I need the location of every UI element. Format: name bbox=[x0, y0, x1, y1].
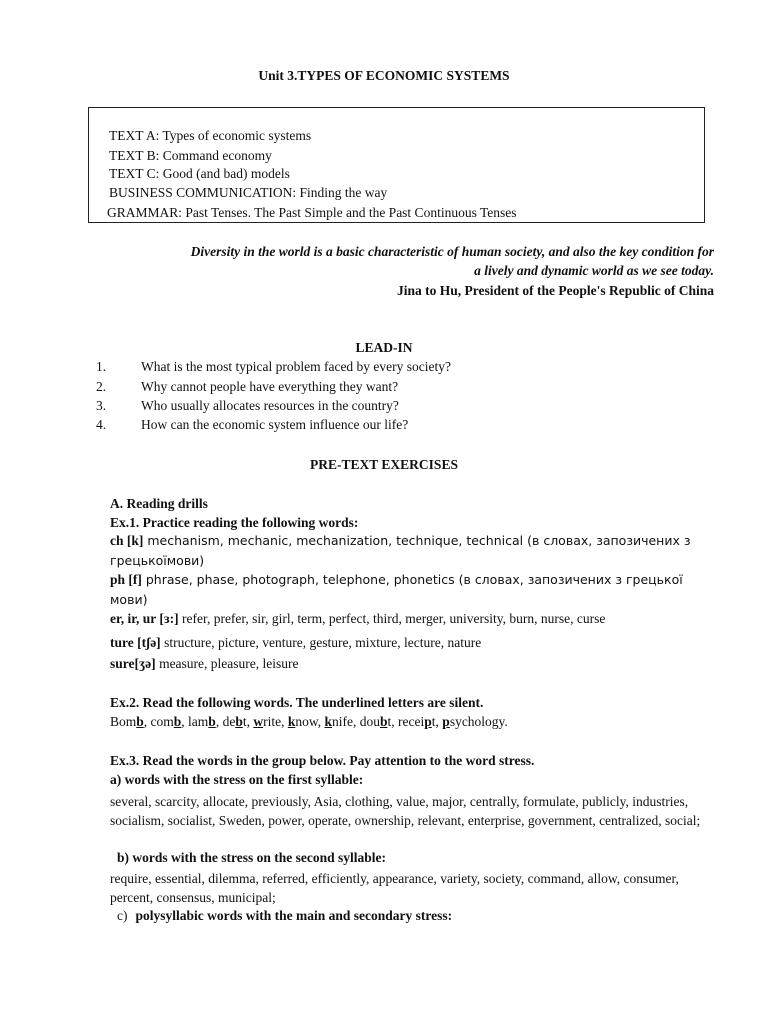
question-text: Why cannot people have everything they want? bbox=[141, 379, 399, 394]
unit-title: Unit 3.TYPES OF ECONOMIC SYSTEMS bbox=[258, 68, 510, 83]
ex2-word-pre: Bom bbox=[110, 714, 137, 729]
ex2-word bbox=[442, 714, 508, 729]
ex1-ph-line bbox=[110, 572, 683, 588]
ex2-word-pre: dou bbox=[359, 714, 380, 729]
quote-line-1: Diversity in the world is a basic characteristic of human society, and also the key condition for bbox=[190, 244, 714, 259]
contents-text-b: TEXT B: Command economy bbox=[109, 147, 272, 163]
ex3-a-label: a) words with the stress on the first syllable: bbox=[110, 772, 364, 787]
ex2-word bbox=[188, 714, 223, 729]
ex2-word-pre: lam bbox=[188, 714, 209, 729]
ex2-word bbox=[253, 714, 288, 729]
ex3-a-words: several, scarcity, allocate, previously, Asia, clothing, value, major, centrally, formulate, publicly, industries, socialism, socialist, Sweden, power, operate, ownership, relevant, enterprise, government, centralized, social; bbox=[110, 794, 701, 829]
lead-in-heading: LEAD-IN bbox=[355, 340, 413, 355]
ex2-word-post: sychology. bbox=[449, 714, 508, 729]
ex2-word-pre: com bbox=[150, 714, 174, 729]
ex2-word bbox=[151, 714, 189, 729]
ex2-silent-letter: k bbox=[287, 714, 296, 729]
question-number: 3. bbox=[96, 398, 107, 413]
ex2-word bbox=[110, 714, 151, 729]
ex2-word-post: nife, bbox=[332, 714, 360, 729]
ex1-title: Ex.1. Practice reading the following words: bbox=[110, 515, 359, 530]
ex2-silent-letter: b bbox=[208, 714, 216, 729]
ex2-title: Ex.2. Read the following words. The underlined letters are silent. bbox=[110, 695, 484, 710]
ex2-silent-letter: b bbox=[235, 714, 243, 729]
ex2-word-post: now, bbox=[295, 714, 325, 729]
ex3-c-line bbox=[117, 908, 452, 924]
ph-key: ph [f] bbox=[110, 572, 142, 587]
ex2-words bbox=[110, 714, 508, 730]
ex3-c-number: c) bbox=[117, 908, 128, 923]
ex3-b-words: require, essential, dilemma, referred, efficiently, appearance, variety, society, command, allow, consumer, percent, consensus, municipal; bbox=[110, 871, 679, 906]
ex1-ture-line bbox=[110, 635, 481, 651]
er-words: refer, prefer, sir, girl, term, perfect, third, merger, university, burn, nurse, curse bbox=[178, 611, 606, 626]
ex1-er-line bbox=[110, 611, 605, 627]
question-number: 4. bbox=[96, 417, 107, 432]
contents-box bbox=[88, 107, 705, 223]
question-number: 1. bbox=[96, 359, 107, 374]
ex2-word-post: t, bbox=[242, 714, 254, 729]
ture-key: ture [tʃə] bbox=[110, 635, 161, 650]
ex2-word-post: , bbox=[181, 714, 189, 729]
ph-words: phrase, phase, photograph, telephone, phonetics (в словах, запозичених з грецької bbox=[141, 572, 683, 587]
ex3-title: Ex.3. Read the words in the group below. Pay attention to the word stress. bbox=[110, 753, 535, 768]
pretext-heading: PRE-TEXT EXERCISES bbox=[310, 457, 458, 472]
ex3-c-label: polysyllabic words with the main and secondary stress: bbox=[135, 908, 453, 923]
question-number: 2. bbox=[96, 379, 107, 394]
ex1-ch-line bbox=[110, 533, 691, 549]
ex2-word-post: t, bbox=[431, 714, 443, 729]
ex2-silent-letter: b bbox=[136, 714, 144, 729]
ch-words: mechanism, mechanic, mechanization, technique, technical (в словах, запозичених з bbox=[143, 533, 691, 548]
question-text: Who usually allocates resources in the country? bbox=[141, 398, 399, 413]
ph-words-cont: мови) bbox=[110, 592, 148, 607]
quote-line-2: a lively and dynamic world as we see today. bbox=[474, 263, 714, 278]
ture-words: structure, picture, venture, gesture, mixture, lecture, nature bbox=[160, 635, 482, 650]
quote-author: Jina to Hu, President of the People's Republic of China bbox=[396, 283, 714, 298]
ex3-b-label: b) words with the stress on the second syllable: bbox=[117, 850, 387, 865]
question-text: How can the economic system influence our life? bbox=[141, 417, 409, 432]
ex2-word-pre: recei bbox=[398, 714, 425, 729]
ex2-word bbox=[324, 714, 359, 729]
ex2-silent-letter: w bbox=[253, 714, 264, 729]
ex2-word bbox=[223, 714, 254, 729]
ex2-silent-letter: p bbox=[424, 714, 432, 729]
ex2-word bbox=[398, 714, 442, 729]
ex2-silent-letter: k bbox=[324, 714, 332, 729]
contents-text-a: TEXT A: Types of economic systems bbox=[109, 128, 312, 143]
ex2-word-pre: de bbox=[222, 714, 236, 729]
ch-words-cont: грецькоїмови) bbox=[110, 553, 205, 568]
ex2-word-post: rite, bbox=[263, 714, 288, 729]
ex1-sure-line bbox=[110, 656, 299, 672]
section-a-heading: A. Reading drills bbox=[110, 496, 208, 511]
ch-key: ch [k] bbox=[110, 533, 144, 548]
question-text: What is the most typical problem faced by every society? bbox=[141, 359, 452, 374]
ex2-word-post: , bbox=[143, 714, 151, 729]
ex2-silent-letter: b bbox=[380, 714, 388, 729]
ex2-silent-letter: p bbox=[442, 714, 450, 729]
contents-grammar: GRAMMAR: Past Tenses. The Past Simple and the Past Continuous Tenses bbox=[107, 205, 517, 220]
ex2-word-post: , bbox=[215, 714, 223, 729]
ex2-word-post: t, bbox=[387, 714, 399, 729]
contents-business: BUSINESS COMMUNICATION: Finding the way bbox=[109, 185, 388, 200]
ex2-word bbox=[288, 714, 325, 729]
ex2-word bbox=[360, 714, 398, 729]
sure-words: measure, pleasure, leisure bbox=[155, 656, 299, 671]
contents-text-c: TEXT C: Good (and bad) models bbox=[109, 166, 290, 181]
sure-key: sure[ʒə] bbox=[110, 656, 156, 671]
ex2-silent-letter: b bbox=[173, 714, 182, 729]
er-key: er, ir, ur [ɜ:] bbox=[110, 611, 179, 626]
